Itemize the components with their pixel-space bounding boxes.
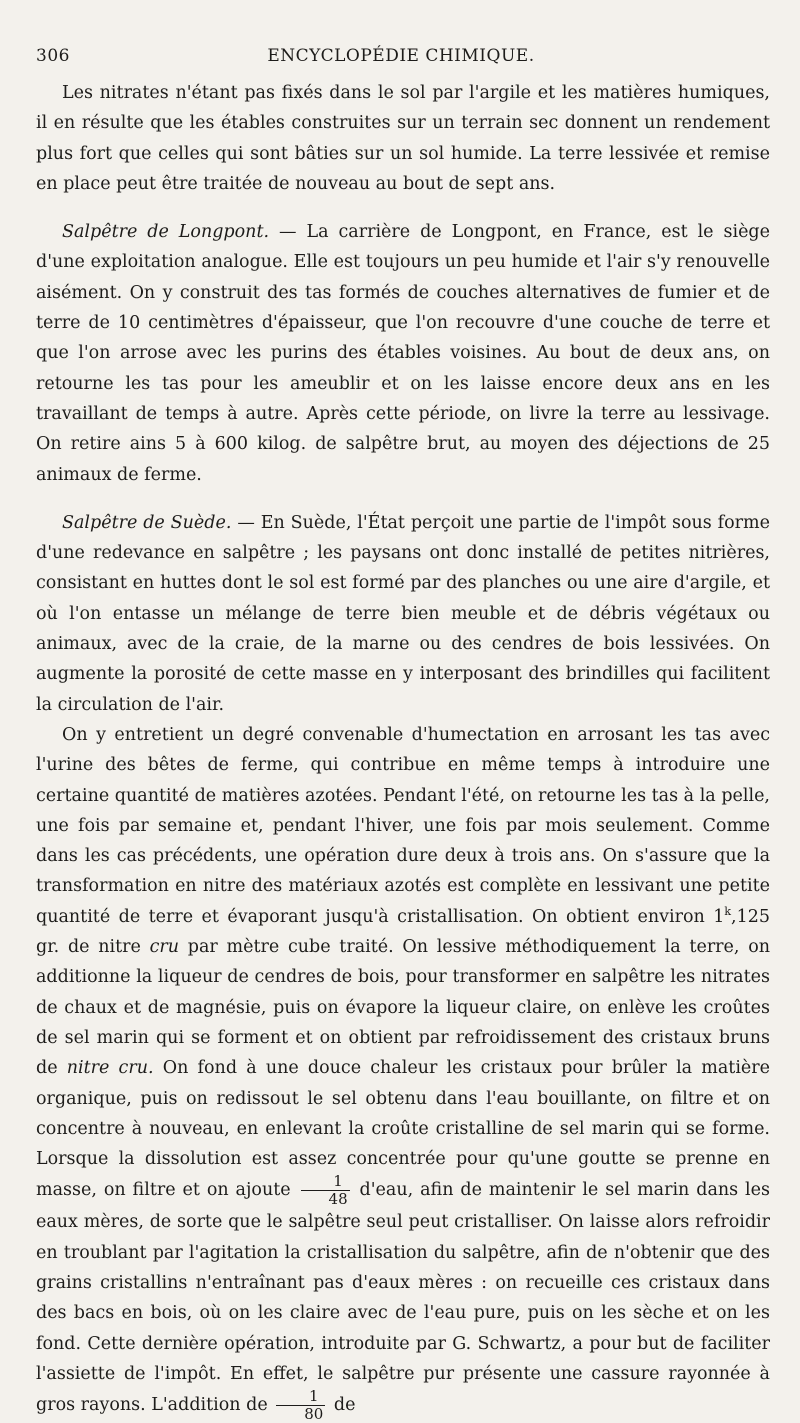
paragraph-text: — En Suède, l'État perçoit une partie de l'impôt sous forme d'une redevance en salpêtre ; les paysans ont donc installé de petites nitrières, consistant en huttes dont le sol est formé par des planches ou une aire d'argile, et où l'on entasse un mélange de terre bien meuble et de débris végétaux ou animaux, avec de la craie, de la marne ou des cendres de bois lessivées. On augmente la porosité de cette masse en y interposant des brindilles qui facilitent la circulation de l'air.: [36, 512, 770, 715]
runin-heading-longpont: Salpêtre de Longpont.: [62, 222, 270, 243]
running-title: ENCYCLOPÉDIE CHIMIQUE.: [267, 46, 535, 66]
paragraph-nitrates: [36, 78, 770, 199]
paragraph-gap: [36, 199, 770, 217]
page-number: 306: [36, 46, 70, 66]
paragraph-text: — La carrière de Longpont, en France, est le siège d'une exploitation analogue. Elle est toujours un peu humide et l'air s'y renouvelle aisément. On y construit des tas formés de couches alternatives de fumier et de terre de 10 centimètres d'épaisseur, que l'on recouvre d'une couche de terre et que l'on arrose avec les purins des étables voisines. Au bout de deux ans, on retourne les tas pour les ameublir et on les laisse encore deux ans en les travaillant de temps à autre. Après cette période, on livre la terre au lessivage. On retire ains 5 à 600 kilog. de salpêtre brut, au moyen des déjections de 25 animaux de ferme.: [36, 222, 770, 485]
paragraph-longpont: [36, 217, 770, 490]
fraction-one-48th: [301, 1174, 350, 1207]
body-text: [36, 78, 770, 1422]
unit-superscript: k: [724, 904, 732, 918]
text-segment: par mètre cube traité. On lessive méthodiquement la terre, on additionne la liqueur de cendres de bois, pour transformer en salpêtre les nitrates de chaux et de magnésie, puis on évapore la liqueur claire, on enlève les croûtes de sel marin qui se forment et on obtient par refroidissement des cristaux bruns de: [36, 937, 771, 1079]
paragraph-humectation: [36, 720, 770, 1422]
page-header: [36, 46, 766, 70]
text-segment: ,125 gr. de nitre: [36, 906, 770, 958]
italic-term: cru: [149, 937, 180, 958]
italic-term: nitre cru.: [66, 1058, 154, 1079]
text-segment: de: [328, 1395, 356, 1416]
runin-heading-suede: Salpêtre de Suède.: [62, 512, 232, 533]
fraction-one-80th: [276, 1389, 325, 1422]
paragraph-suede: [36, 508, 770, 720]
text-segment: d'eau, afin de maintenir le sel marin dans les eaux mères, de sorte que le salpêtre seul peut cristalliser. On laisse alors refroidir en troublant par l'agitation la cristallisation du salpêtre, afin de n'obtenir que des grains cristallins n'entraînant pas d'eaux mères : on recueille ces cristaux dans des bacs en bois, où on les claire avec de l'eau pure, puis on les sèche et on les fond. Cette dernière opération, introduite par G. Schwartz, a pour but de faciliter l'assiette de l'impôt. En effet, le salpêtre pur présente une cassure rayonnée à gros rayons. L'addition de: [36, 1180, 770, 1416]
fraction-numerator: 1: [276, 1389, 325, 1406]
text-segment: On fond à une douce chaleur les cristaux pour brûler la matière organique, puis on redissout le sel obtenu dans l'eau bouillante, on filtre et on concentre à nouveau, en enlevant la croûte cristalline de sel marin qui se forme. Lorsque la dissolution est assez concentrée pour qu'une goutte se prenne en masse, on filtre et on ajoute: [36, 1058, 771, 1201]
text-segment: On y entretient un degré convenable d'humectation en arrosant les tas avec l'urine des bêtes de ferme, qui contribue en même temps à introduire une certaine quantité de matières azotées. Pendant l'été, on retourne les tas à la pelle, une fois par semaine et, pendant l'hiver, une fois par mois seulement. Comme dans les cas précédents, une opération dure deux à trois ans. On s'assure que la transformation en nitre des matériaux azotés est complète en lessivant une petite quantité de terre et évaporant jusqu'à cristallisation. On obtient environ 1: [36, 724, 770, 927]
fraction-denominator: 48: [328, 1190, 348, 1209]
fraction-numerator: 1: [301, 1174, 350, 1191]
paragraph-text: Les nitrates n'étant pas fixés dans le sol par l'argile et les matières humiques, il en résulte que les étables construites sur un terrain sec donnent un rendement plus fort que celles qui sont bâties sur un sol humide. La terre lessivée et remise en place peut être traitée de nouveau au bout de sept ans.: [36, 83, 770, 194]
fraction-denominator: 80: [304, 1405, 324, 1423]
paragraph-gap: [36, 490, 770, 508]
